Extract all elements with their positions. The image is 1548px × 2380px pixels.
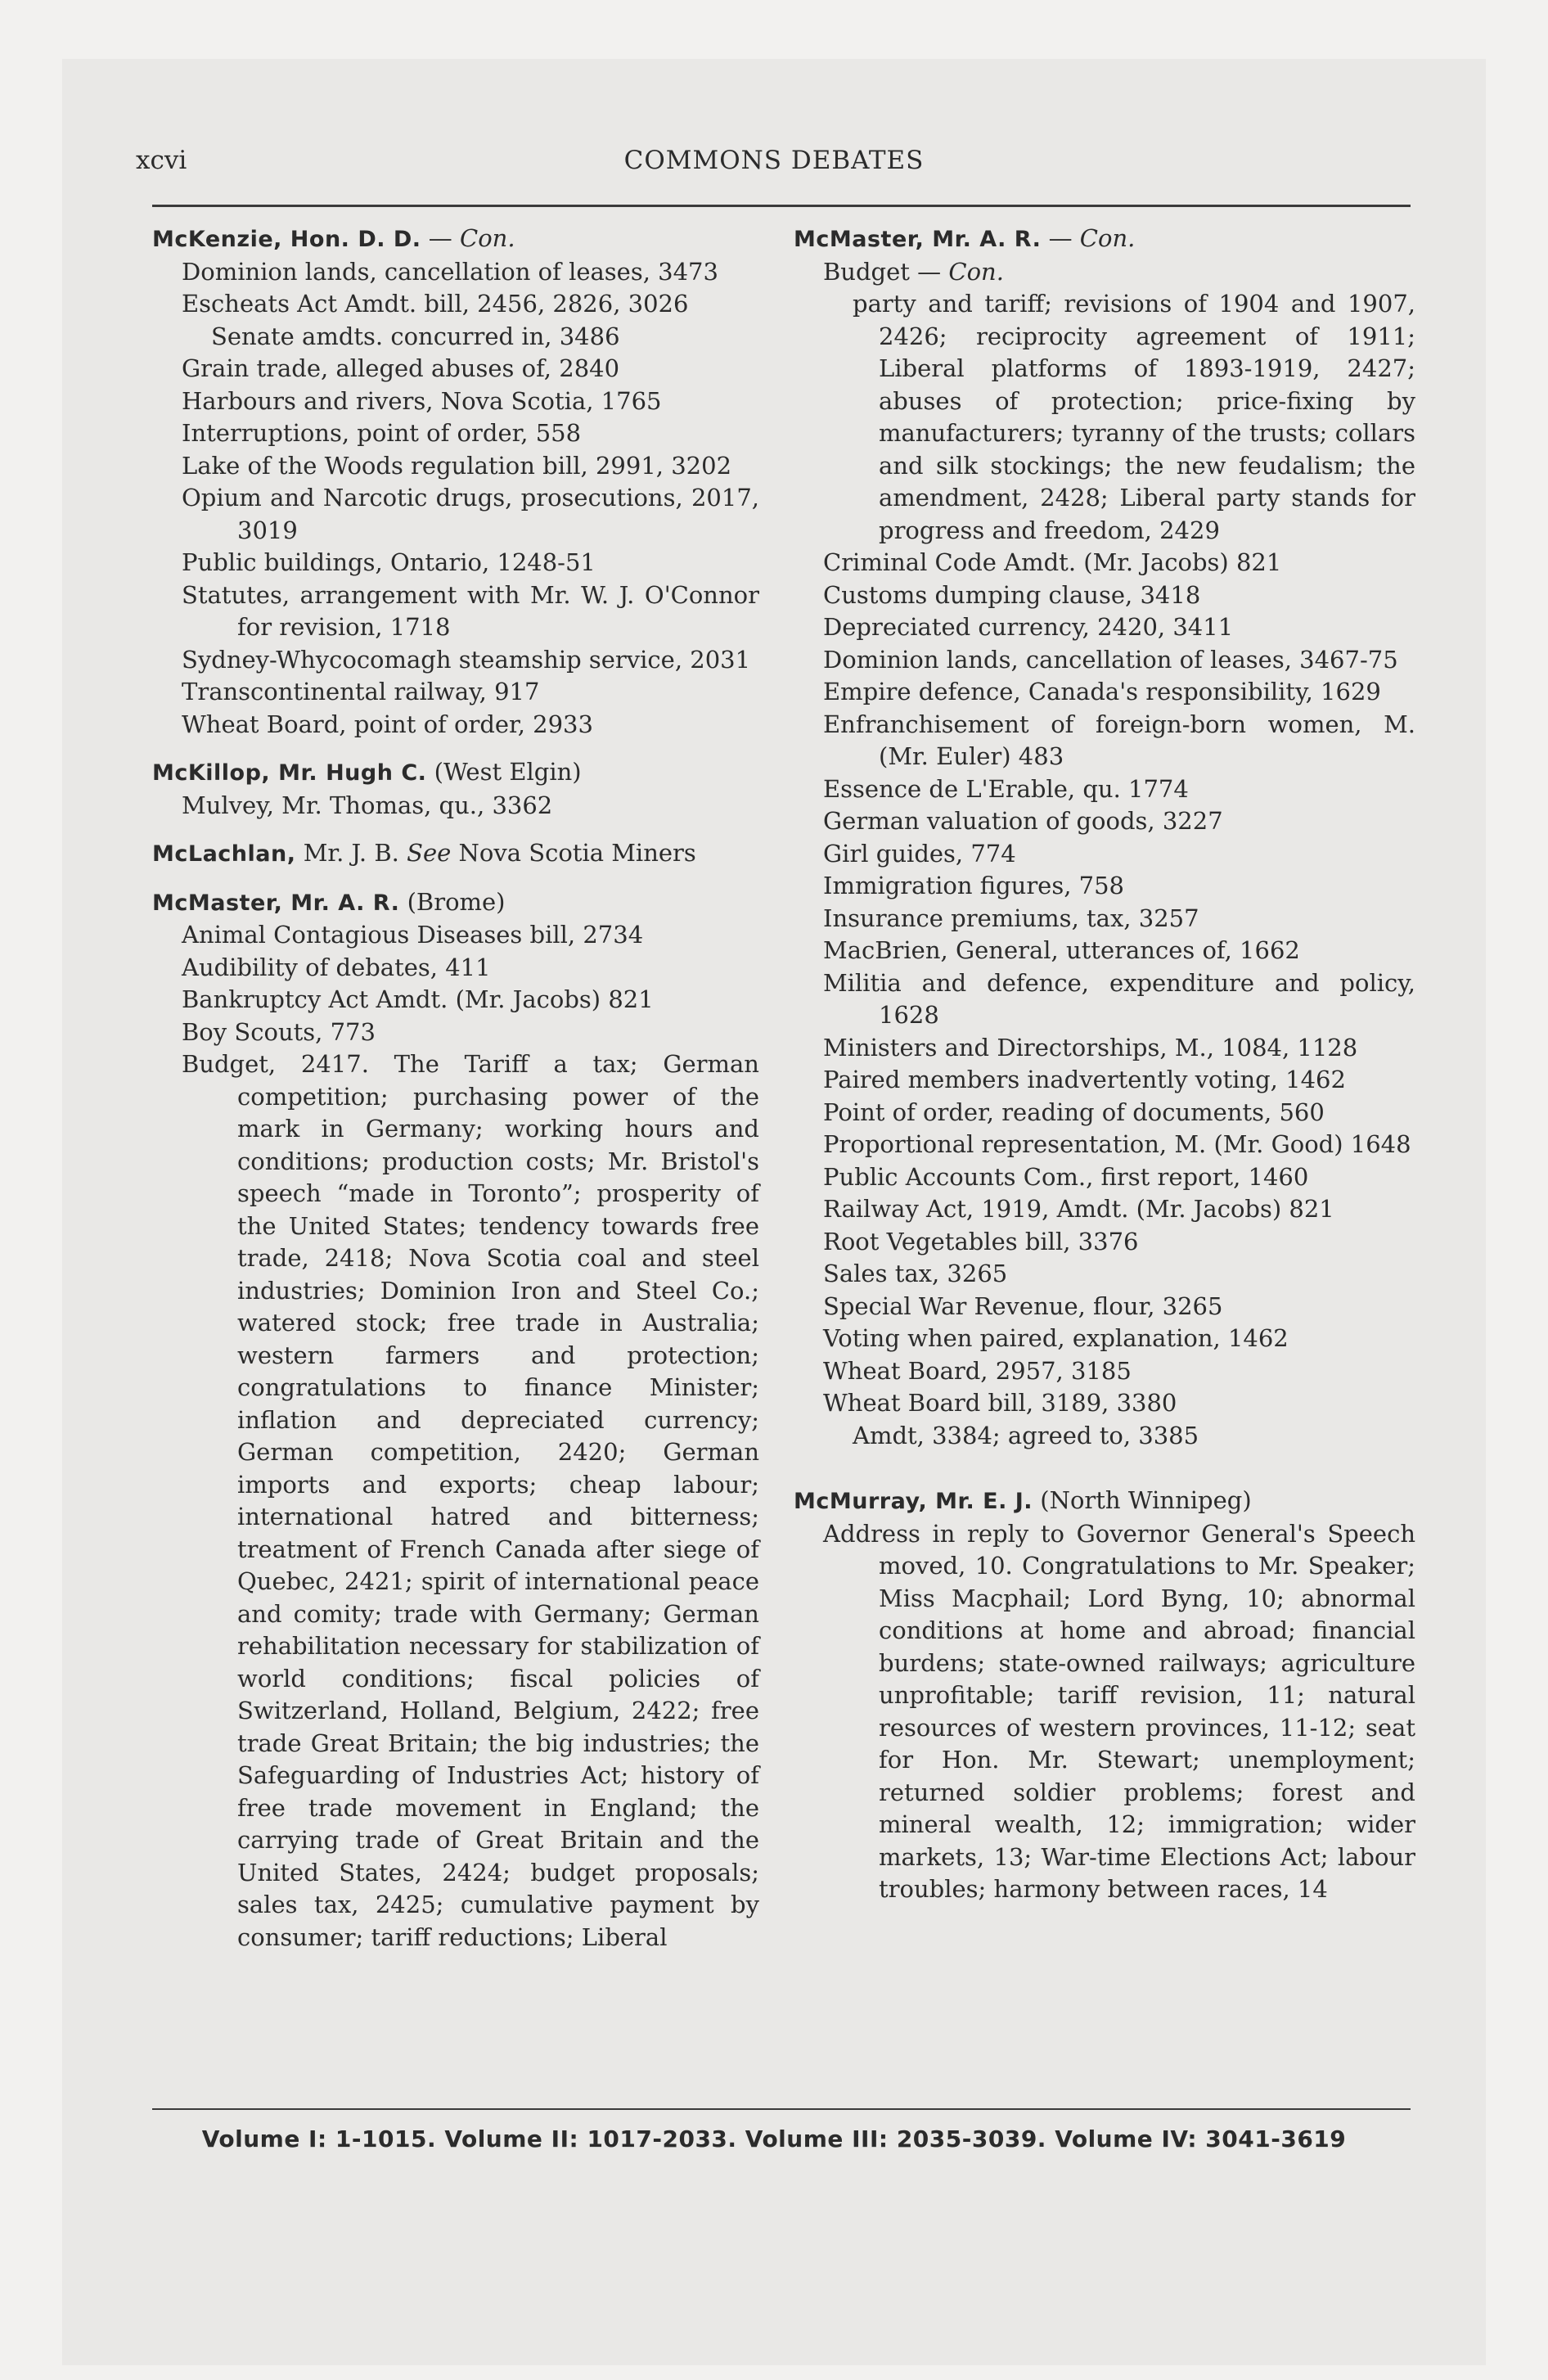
entry-heading [794, 223, 1415, 256]
entry-heading [152, 756, 759, 790]
entry-item: Essence de L'Erable, qu. 1774 [823, 774, 1189, 803]
name-suffix: (West Elgin) [426, 758, 582, 786]
see-target: Nova Scotia Miners [451, 839, 696, 867]
entry-item: Dominion lands, cancellation of leases, 3473 [182, 257, 718, 286]
subhead-italic: Con. [948, 257, 1004, 286]
entry-item: Statutes, arrangement with Mr. W. J. O'Connor for revision, 1718 [182, 580, 759, 641]
entry-item: Immigration figures, 758 [823, 872, 1125, 899]
entry-item: Address in reply to Governor General's Speech moved, 10. Congratulations to Mr. Speaker; Miss Macphail; Lord Byng, 10; abnormal conditions at home and abroad; financial burdens; state-owned railways; agriculture unprofitable; tariff revision, 11; natural resources of western provinces, 11-12; seat for Hon. Mr. Stewart; unemployment; returned soldier problems; forest and mineral wealth, 12; immigration; wider markets, 13; War-time Elections Act; labour troubles; harmony between races, 14 [823, 1519, 1415, 1903]
entry-item: Boy Scouts, 773 [182, 1017, 376, 1046]
entry-item: Lake of the Woods regulation bill, 2991, 3202 [182, 451, 732, 480]
volume-footer: Volume I: 1-1015. Volume II: 1017-2033. Volume III: 2035-3039. Volume IV: 3041-3619 [201, 2125, 1347, 2152]
entry-item: Escheats Act Amdt. bill, 2456, 2826, 3026 [182, 290, 689, 318]
index-entry [152, 837, 759, 871]
name-suffix: (North Winnipeg) [1033, 1486, 1252, 1514]
member-name: McMurray, Mr. E. J. [794, 1489, 1033, 1514]
page-number: xcvi [136, 146, 187, 175]
member-name: McMaster, Mr. A. R. [794, 227, 1042, 252]
entry-item: Mulvey, Mr. Thomas, qu., 3362 [182, 791, 553, 819]
entry-item: Interruptions, point of order, 558 [182, 419, 582, 447]
entry-item: Railway Act, 1919, Amdt. (Mr. Jacobs) 821 [823, 1195, 1334, 1223]
name-suffix: — [421, 224, 460, 252]
entry-item: Militia and defence, expenditure and policy, 1628 [823, 968, 1415, 1029]
entry-item: Wheat Board, 2957, 3185 [823, 1356, 1132, 1385]
entry-item: Grain trade, alleged abuses of, 2840 [182, 354, 620, 382]
name-suffix: (Brome) [399, 887, 506, 916]
entry-item: Bankruptcy Act Amdt. (Mr. Jacobs) 821 [182, 985, 654, 1013]
running-head: COMMONS DEBATES [623, 146, 925, 175]
entry-item: Sales tax, 3265 [823, 1260, 1008, 1287]
subhead-label: Budget — [823, 257, 949, 286]
entry-subitem: Amdt, 3384; agreed to, 3385 [853, 1421, 1199, 1449]
entry-item: Transcontinental railway, 917 [182, 678, 540, 705]
index-entry [794, 1485, 1415, 1906]
entry-heading [152, 886, 759, 920]
right-column [794, 223, 1415, 1922]
entry-item: MacBrien, General, utterances of, 1662 [823, 936, 1300, 964]
entry-item: Proportional representation, M. (Mr. Good) 1648 [823, 1130, 1411, 1158]
entry-subitem: Senate amdts. concurred in, 3486 [211, 322, 620, 350]
entry-subhead [794, 256, 1415, 289]
entry-item: Dominion lands, cancellation of leases, 3467-75 [823, 645, 1398, 674]
entry-subitem: party and tariff; revisions of 1904 and 1907, 2426; reciprocity agreement of 1911; Liberal platforms of 1893-1919, 2427; abuses of protection; price-fixing by manufacturers; tyranny of the trusts; collars and silk stockings; the new feudalism; the amendment, 2428; Liberal party stands for progress and freedom, 2429 [853, 290, 1415, 544]
entry-heading [152, 837, 759, 871]
entry-item: Special War Revenue, flour, 3265 [823, 1291, 1223, 1320]
member-name: McMaster, Mr. A. R. [152, 890, 400, 916]
index-entry [152, 886, 759, 1954]
member-name: McLachlan, [152, 841, 296, 867]
entry-item: Audibility of debates, 411 [182, 953, 491, 981]
entry-item: Criminal Code Amdt. (Mr. Jacobs) 821 [823, 548, 1282, 576]
name-suffix: Mr. J. B. [295, 839, 407, 867]
entry-item: Animal Contagious Diseases bill, 2734 [182, 921, 644, 949]
left-column [152, 223, 759, 1969]
index-entry [152, 223, 759, 741]
name-suffix-italic: Con. [1079, 224, 1136, 252]
entry-heading [794, 1485, 1415, 1518]
member-name: McKillop, Mr. Hugh C. [152, 760, 427, 786]
entry-item: Sydney-Whycocomagh steamship service, 2031 [182, 645, 751, 674]
name-suffix: — [1041, 224, 1080, 252]
index-entry [794, 223, 1415, 1452]
entry-item: Wheat Board, point of order, 2933 [182, 710, 593, 738]
entry-item: Customs dumping clause, 3418 [823, 580, 1201, 609]
entry-item: Voting when paired, explanation, 1462 [823, 1324, 1289, 1352]
see-reference: See [407, 839, 452, 867]
entry-item: Insurance premiums, tax, 3257 [823, 904, 1199, 932]
entry-item: Empire defence, Canada's responsibility, 1629 [823, 678, 1381, 705]
entry-item: Harbours and rivers, Nova Scotia, 1765 [182, 386, 662, 415]
entry-item: Wheat Board bill, 3189, 3380 [823, 1389, 1177, 1417]
bottom-rule [152, 2108, 1411, 2110]
entry-item: Budget, 2417. The Tariff a tax; German competition; purchasing power of the mark in Germany; working hours and conditions; production costs; Mr. Bristol's speech “made in Toronto”; prosperity of the United States; tendency towards free trade, 2418; Nova Scotia coal and steel industries; Dominion Iron and Steel Co.; watered stock; free trade in Australia; western farmers and protection; congratulations to finance Minister; inflation and depreciated currency; German competition, 2420; German imports and exports; cheap labour; international hatred and bitterness; treatment of French Canada after siege of Quebec, 2421; spirit of international peace and comity; trade with Germany; German rehabilitation necessary for stabilization of world conditions; fiscal policies of Switzerland, Holland, Belgium, 2422; free trade Great Britain; the big industries; the Safeguarding of Industries Act; history of free trade movement in England; the carrying trade of Great Britain and the United States, 2424; budget proposals; sales tax, 2425; cumulative payment by consumer; tariff reductions; Liberal [182, 1050, 759, 1951]
entry-item: Root Vegetables bill, 3376 [823, 1227, 1139, 1255]
entry-item: Opium and Narcotic drugs, prosecutions, 2017, 3019 [182, 484, 759, 544]
entry-item: Enfranchisement of foreign-born women, M. (Mr. Euler) 483 [823, 710, 1415, 770]
entry-item: Public Accounts Com., first report, 1460 [823, 1162, 1309, 1191]
entry-item: Paired members inadvertently voting, 1462 [823, 1066, 1346, 1093]
entry-item: German valuation of goods, 3227 [823, 807, 1223, 835]
entry-heading [152, 223, 759, 256]
entry-item: Public buildings, Ontario, 1248-51 [182, 548, 596, 576]
entry-item: Point of order, reading of documents, 560 [823, 1098, 1325, 1126]
entry-item: Ministers and Directorships, M., 1084, 1128 [823, 1033, 1358, 1062]
entry-item: Depreciated currency, 2420, 3411 [823, 613, 1234, 641]
name-suffix-italic: Con. [460, 224, 515, 252]
entry-item: Girl guides, 774 [823, 839, 1016, 868]
top-rule [152, 205, 1411, 207]
index-entry [152, 756, 759, 822]
member-name: McKenzie, Hon. D. D. [152, 227, 421, 252]
